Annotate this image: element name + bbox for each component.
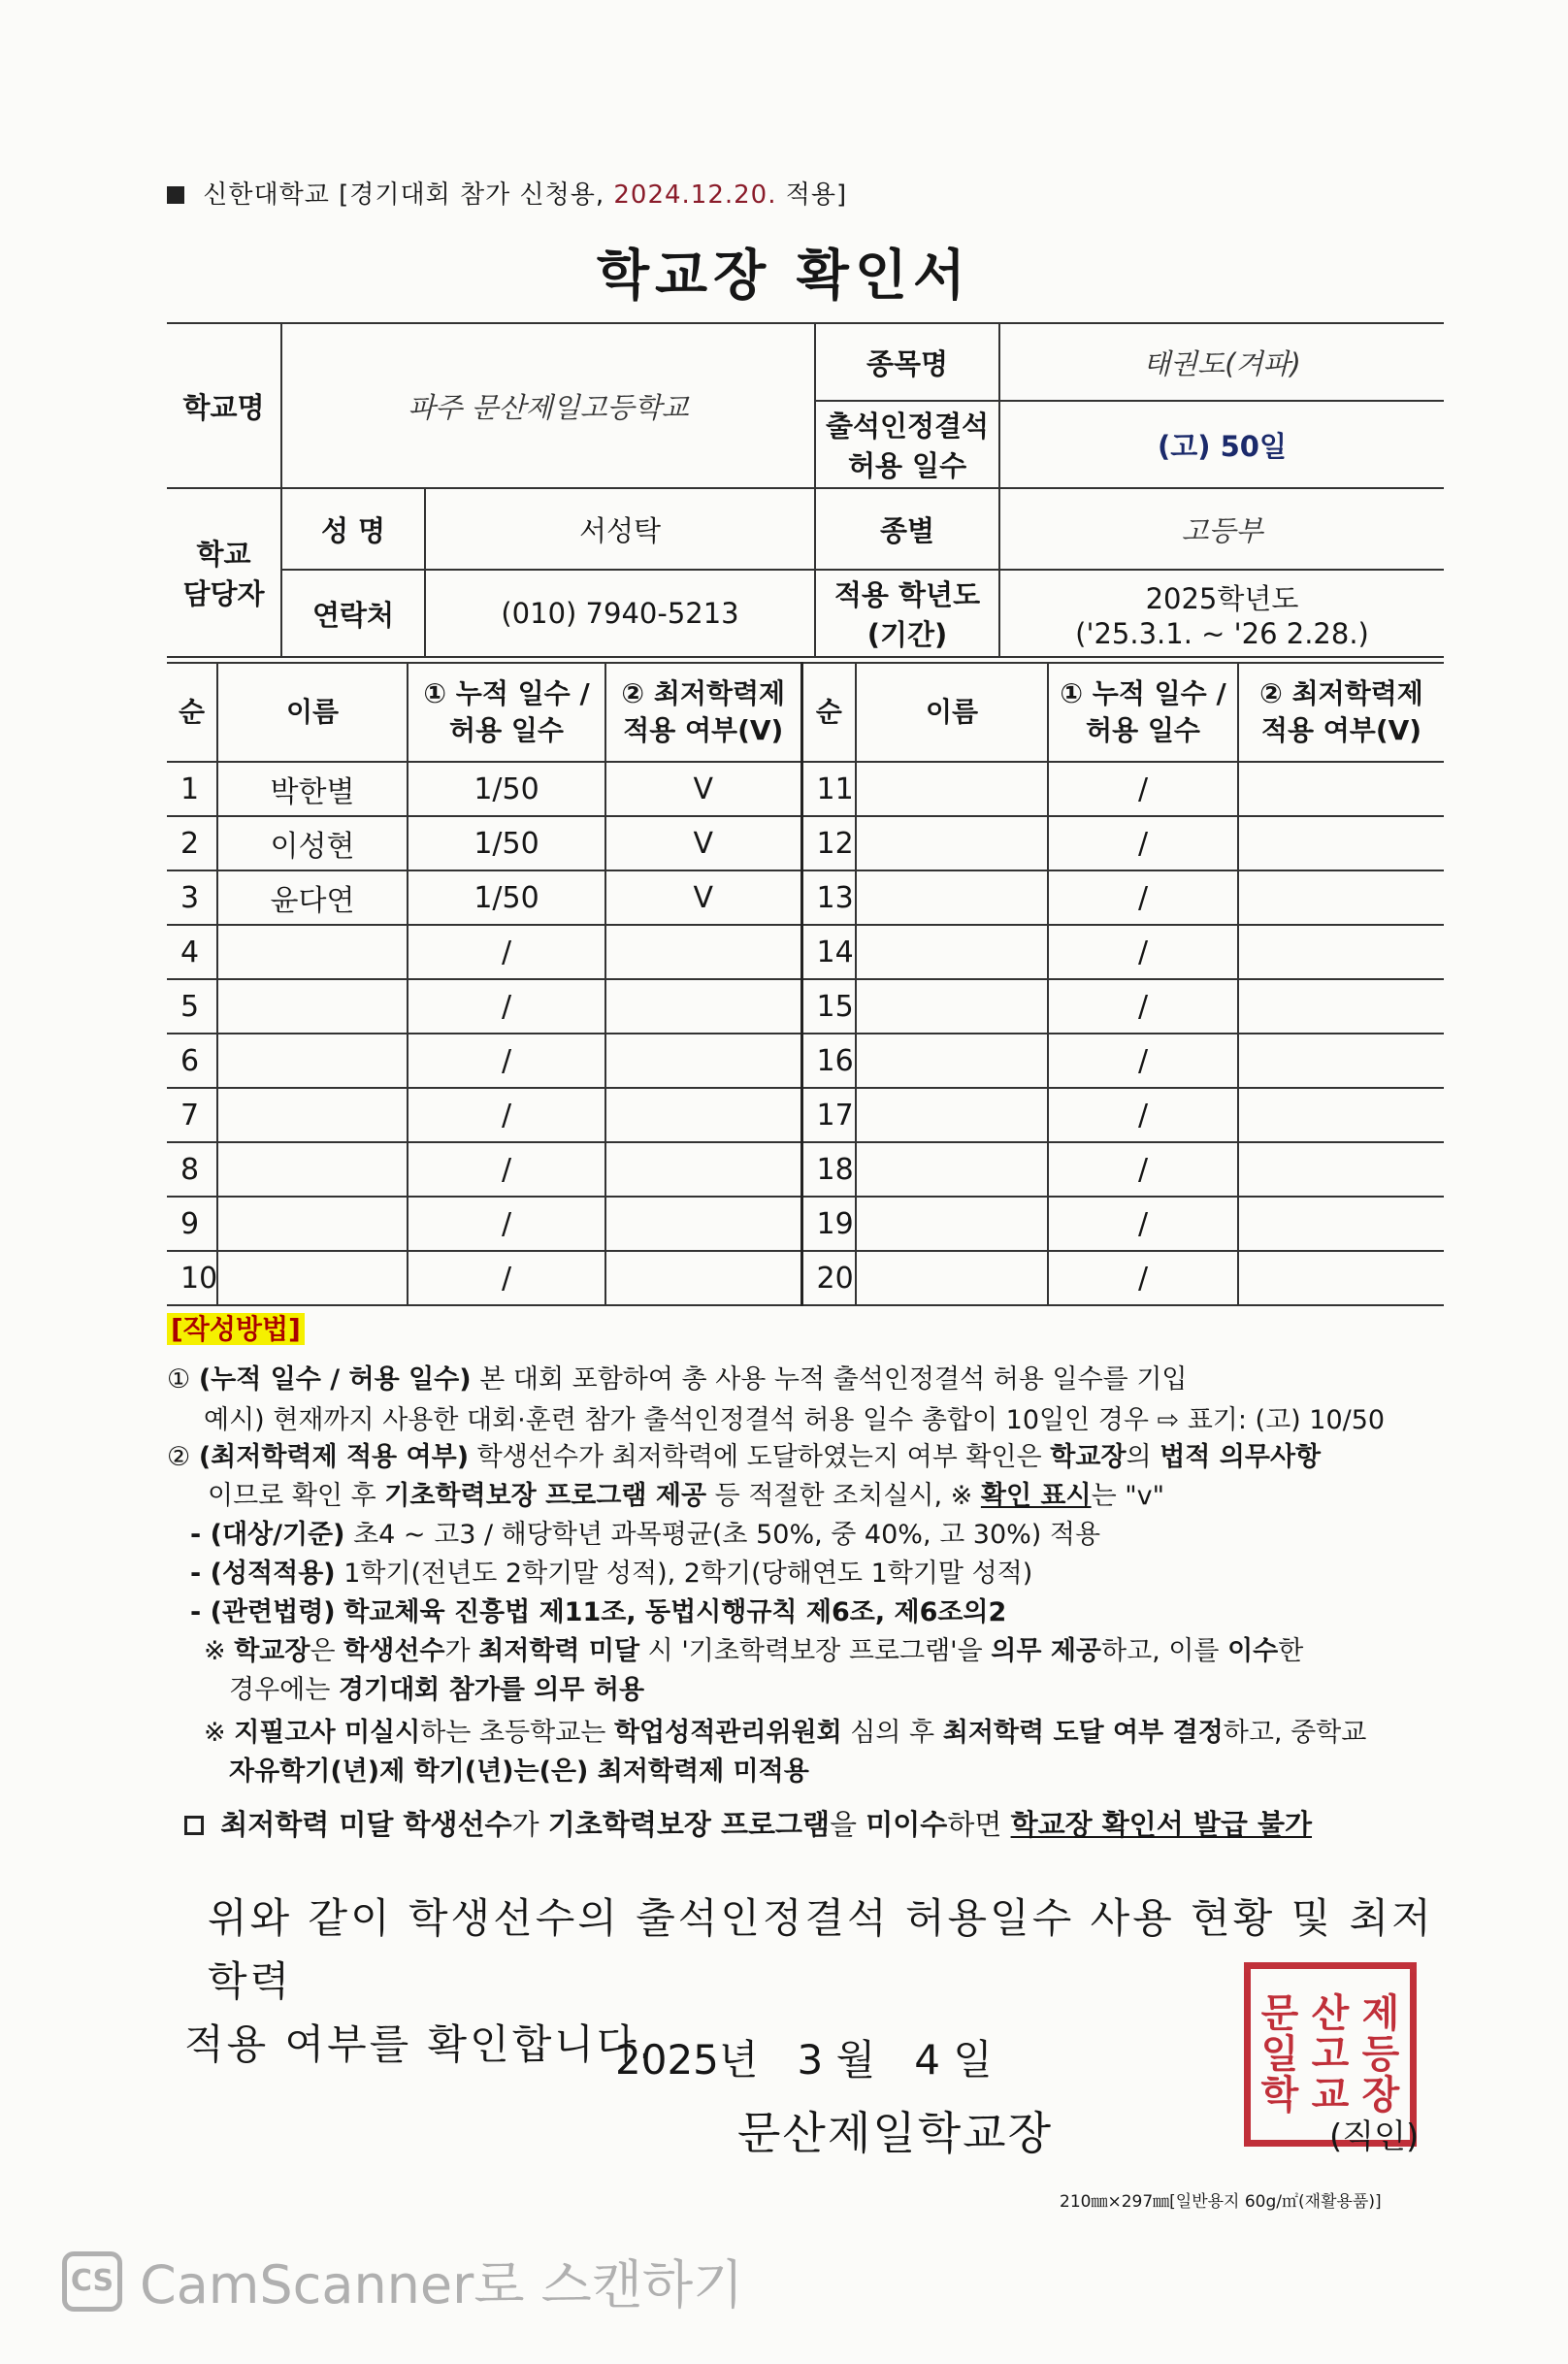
phone-label: 연락처 <box>281 570 425 657</box>
cell-check <box>605 925 801 979</box>
allowed-days-label <box>815 401 999 488</box>
table-row <box>167 979 1444 1034</box>
instr-bold-8a: 학교장 <box>234 1636 310 1666</box>
cell-check-2 <box>1238 870 1444 925</box>
cell-check <box>605 1088 801 1142</box>
cell-no: 7 <box>167 1088 217 1142</box>
page-title: 학교장 확인서 <box>596 245 972 308</box>
cell-check <box>605 1251 801 1305</box>
name-label: 성 명 <box>281 488 425 570</box>
instr-bold-3c: 법적 의무사항 <box>1160 1442 1322 1472</box>
cell-name-2 <box>856 979 1048 1034</box>
cell-name-2 <box>856 1088 1048 1142</box>
instr-bold-10b: 학업성적관리위원회 <box>613 1718 842 1748</box>
cell-check-2 <box>1238 1034 1444 1088</box>
instr-underline-4: 확인 표시 <box>980 1481 1092 1511</box>
instruction-line-4 <box>208 1479 1498 1513</box>
seal-char: 일 <box>1260 2032 1299 2077</box>
instruction-line-11 <box>229 1755 1519 1789</box>
instr-text-12c: 하면 <box>947 1808 1002 1841</box>
instr-bold-7: - (관련법령) <box>190 1597 336 1627</box>
cell-no: 1 <box>167 762 217 816</box>
cell-name <box>217 1088 408 1142</box>
cell-no-2: 20 <box>801 1251 856 1305</box>
allowed-days-value: (고) 50일 <box>999 401 1444 488</box>
instr-text-1: 본 대회 포함하여 총 사용 누적 출석인정결석 허용 일수를 기입 <box>479 1364 1188 1395</box>
instr-text-12a: 가 <box>511 1808 539 1841</box>
cell-days: / <box>408 1088 605 1142</box>
header-date: 2024.12.20. <box>613 181 777 210</box>
year-value <box>999 570 1444 657</box>
school-value: 파주 문산제일고등학교 <box>281 323 815 488</box>
cell-days-2: / <box>1048 1142 1238 1197</box>
cell-check-2 <box>1238 1142 1444 1197</box>
contact-label-line2: 담당자 <box>182 577 265 610</box>
col-min-header-2-line2: 적용 여부(V) <box>1260 714 1422 746</box>
school-label: 학교명 <box>167 323 281 488</box>
seal-char: 등 <box>1361 2032 1400 2077</box>
instr-bold-9: 경기대회 참가를 의무 허용 <box>338 1675 645 1705</box>
instr-text-4a: 이므로 확인 후 <box>208 1481 376 1511</box>
col-days-header-2-line2: 허용 일수 <box>1086 714 1200 746</box>
instr-text-10a: ※ <box>204 1718 226 1748</box>
col-min-header-line1: ② 최저학력제 <box>621 677 786 710</box>
instr-num-1: ① <box>167 1364 191 1395</box>
cell-check <box>605 979 801 1034</box>
cell-name-2 <box>856 762 1048 816</box>
info-table <box>167 322 1444 658</box>
cell-days: / <box>408 1251 605 1305</box>
closing-line-1: 위와 같이 학생선수의 출석인정결석 허용일수 사용 현황 및 최저학력 <box>208 1894 1434 2006</box>
instr-text-10c: 심의 후 <box>850 1718 935 1748</box>
cell-name-2 <box>856 1034 1048 1088</box>
instr-bold-12a: 최저학력 미달 학생선수 <box>220 1808 512 1841</box>
table-row <box>167 1251 1444 1305</box>
col-min-header-2 <box>1238 663 1444 762</box>
instr-text-10d: 하고, 중학교 <box>1223 1718 1367 1748</box>
contact-label <box>167 488 281 657</box>
instr-text-8a: ※ <box>204 1636 226 1666</box>
seal-char: 고 <box>1311 2032 1350 2077</box>
instr-text-3: 학생선수가 최저학력에 도달하였는지 여부 확인은 <box>476 1442 1042 1472</box>
col-min-header <box>605 663 801 762</box>
cell-name <box>217 1034 408 1088</box>
instr-text-8f: 한 <box>1278 1636 1304 1666</box>
instr-bold-8e: 이수 <box>1227 1636 1279 1666</box>
cell-days-2: / <box>1048 1251 1238 1305</box>
square-bullet-icon <box>167 186 184 204</box>
cell-check <box>605 1197 801 1251</box>
cell-days-2: / <box>1048 1088 1238 1142</box>
instr-bold-4: 기초학력보장 프로그램 제공 <box>384 1481 707 1511</box>
instr-bold-8d: 의무 제공 <box>991 1636 1101 1666</box>
cell-no: 5 <box>167 979 217 1034</box>
cell-no-2: 13 <box>801 870 856 925</box>
box-bullet-icon <box>184 1816 204 1835</box>
seal-suffix: (직인) <box>1329 2118 1420 2156</box>
instr-bold-5: - (대상/기준) <box>190 1520 345 1550</box>
header-prefix: 신한대학교 [경기대회 참가 신청용, <box>203 181 605 210</box>
instr-text-7: 학교체육 진흥법 제11조, 동법시행규칙 제6조, 제6조의2 <box>343 1597 1007 1627</box>
col-days-header-line1: ① 누적 일수 / <box>423 677 590 710</box>
seal-char: 장 <box>1361 2073 1400 2118</box>
header-suffix: 적용] <box>785 181 848 210</box>
cell-no-2: 18 <box>801 1142 856 1197</box>
col-days-header-line2: 허용 일수 <box>449 714 564 746</box>
table-row <box>167 925 1444 979</box>
instr-text-3b: 의 <box>1126 1442 1152 1472</box>
cell-no-2: 17 <box>801 1088 856 1142</box>
camscanner-text: CamScanner로 스캔하기 <box>140 2254 744 2315</box>
instr-bold-10a: 지필고사 미실시 <box>234 1718 421 1748</box>
instr-bold-12c: 미이수 <box>866 1808 948 1841</box>
table-row <box>167 816 1444 870</box>
event-label: 종목명 <box>815 323 999 401</box>
cell-no-2: 12 <box>801 816 856 870</box>
instr-text-4c: 는 "v" <box>1091 1481 1165 1511</box>
cell-name <box>217 925 408 979</box>
signature-date: 2025년 3 월 4 일 <box>615 2036 993 2084</box>
cell-no-2: 11 <box>801 762 856 816</box>
cell-name-2 <box>856 1142 1048 1197</box>
instr-bold-11: 자유학기(년)제 학기(년)는(은) 최저학력제 미적용 <box>229 1757 809 1787</box>
cell-name: 윤다연 <box>217 870 408 925</box>
cell-no-2: 15 <box>801 979 856 1034</box>
table-row <box>167 1034 1444 1088</box>
cell-days: / <box>408 1142 605 1197</box>
table-header-row <box>167 663 1444 762</box>
cell-name <box>217 979 408 1034</box>
col-days-header <box>408 663 605 762</box>
seal-char: 학 <box>1260 2073 1299 2118</box>
instr-bold-3b: 학교장 <box>1050 1442 1127 1472</box>
instr-bold-8c: 최저학력 미달 <box>478 1636 640 1666</box>
cell-no-2: 14 <box>801 925 856 979</box>
contact-label-line1: 학교 <box>196 538 251 571</box>
division-label: 종별 <box>815 488 999 570</box>
instruction-line-9 <box>229 1673 1519 1707</box>
table-row <box>167 762 1444 816</box>
cell-no: 10 <box>167 1251 217 1305</box>
year-value-line1: 2025학년도 <box>1145 581 1299 615</box>
cell-no-2: 16 <box>801 1034 856 1088</box>
cell-check <box>605 1034 801 1088</box>
instr-underline-12: 학교장 확인서 발급 불가 <box>1010 1808 1313 1841</box>
cell-check-2 <box>1238 925 1444 979</box>
cell-no: 3 <box>167 870 217 925</box>
cell-name-2 <box>856 870 1048 925</box>
instr-text-12b: 을 <box>830 1808 858 1841</box>
year-label <box>815 570 999 657</box>
col-days-header-2-line1: ① 누적 일수 / <box>1060 677 1226 710</box>
allowed-days-label-line2: 허용 일수 <box>847 449 967 482</box>
col-name-header: 이름 <box>217 663 408 762</box>
col-name-header-2: 이름 <box>856 663 1048 762</box>
cell-check-2 <box>1238 979 1444 1034</box>
seal-char: 산 <box>1311 1991 1350 2036</box>
instruction-line-6 <box>190 1557 1481 1591</box>
cell-days-2: / <box>1048 870 1238 925</box>
event-value: 태권도(겨파) <box>999 323 1444 401</box>
cell-name: 이성현 <box>217 816 408 870</box>
cell-name <box>217 1142 408 1197</box>
cell-no: 2 <box>167 816 217 870</box>
instruction-line-12 <box>184 1807 1475 1844</box>
cell-days: 1/50 <box>408 762 605 816</box>
instr-text-10b: 하는 초등학교는 <box>420 1718 606 1748</box>
cell-no: 9 <box>167 1197 217 1251</box>
instr-bold-1: (누적 일수 / 허용 일수) <box>198 1364 472 1395</box>
cell-name <box>217 1251 408 1305</box>
col-min-header-line2: 적용 여부(V) <box>623 714 784 746</box>
students-table <box>167 662 1444 1306</box>
cell-check: V <box>605 816 801 870</box>
instruction-line-1 <box>167 1363 1457 1396</box>
instr-text-8d: 시 '기초학력보장 프로그램'을 <box>647 1636 983 1666</box>
cell-days-2: / <box>1048 816 1238 870</box>
instruction-line-7 <box>190 1595 1481 1629</box>
instr-num-3: ② <box>167 1442 191 1472</box>
cell-no: 8 <box>167 1142 217 1197</box>
instr-text-9: 경우에는 <box>229 1675 331 1705</box>
instructions-heading-text: [작성방법] <box>167 1313 305 1345</box>
instr-bold-6: - (성적적용) <box>190 1559 336 1589</box>
seal-char: 제 <box>1361 1991 1400 2036</box>
cell-check-2 <box>1238 762 1444 816</box>
instructions-heading <box>167 1312 1457 1347</box>
cell-days-2: / <box>1048 1034 1238 1088</box>
principal-name: 문산제일학교장 <box>737 2107 1054 2159</box>
cell-no-2: 19 <box>801 1197 856 1251</box>
closing-line-2: 적용 여부를 확인합니다. <box>184 2020 655 2069</box>
col-min-header-2-line1: ② 최저학력제 <box>1259 677 1423 710</box>
seal-char: 문 <box>1260 1991 1299 2036</box>
cell-name-2 <box>856 1197 1048 1251</box>
instr-text-6: 1학기(전년도 2학기말 성적), 2학기(당해연도 1학기말 성적) <box>343 1559 1033 1589</box>
cell-days-2: / <box>1048 762 1238 816</box>
cell-check <box>605 1142 801 1197</box>
instr-bold-3: (최저학력제 적용 여부) <box>198 1442 470 1472</box>
cell-check: V <box>605 762 801 816</box>
year-label-line1: 적용 학년도 <box>833 578 981 611</box>
year-value-line2: ('25.3.1. ~ '26 2.28.) <box>1075 616 1369 650</box>
col-no-header: 순 <box>167 663 217 762</box>
table-row <box>167 1142 1444 1197</box>
cell-name-2 <box>856 925 1048 979</box>
table-row <box>167 1197 1444 1251</box>
header-line <box>167 175 847 211</box>
instr-text-8c: 가 <box>444 1636 471 1666</box>
cell-days-2: / <box>1048 979 1238 1034</box>
phone-value: (010) 7940-5213 <box>425 570 815 657</box>
instr-bold-8b: 학생선수 <box>343 1636 445 1666</box>
instr-text-5: 초4 ~ 고3 / 해당학년 과목평균(초 50%, 중 40%, 고 30%) 적용 <box>353 1520 1101 1550</box>
instruction-line-10 <box>204 1716 1455 1750</box>
cell-check-2 <box>1238 816 1444 870</box>
cell-name: 박한별 <box>217 762 408 816</box>
cell-name-2 <box>856 816 1048 870</box>
cell-check-2 <box>1238 1251 1444 1305</box>
cell-days: / <box>408 1034 605 1088</box>
camscanner-logo-icon: CS <box>62 2251 122 2312</box>
paper-spec: 210㎜×297㎜[일반용지 60g/㎡(재활용품)] <box>1060 2192 1382 2212</box>
instr-bold-10c: 최저학력 도달 여부 결정 <box>942 1718 1224 1748</box>
division-value: 고등부 <box>999 488 1444 570</box>
instruction-line-3 <box>167 1440 1457 1474</box>
year-label-line2: (기간) <box>866 618 948 651</box>
cell-check: V <box>605 870 801 925</box>
col-days-header-2 <box>1048 663 1238 762</box>
table-row <box>167 870 1444 925</box>
cell-name-2 <box>856 1251 1048 1305</box>
instr-text-4b: 등 적절한 조치실시, ※ <box>714 1481 973 1511</box>
camscanner-watermark <box>62 2244 743 2318</box>
cell-no: 6 <box>167 1034 217 1088</box>
name-value: 서성탁 <box>425 488 815 570</box>
cell-check-2 <box>1238 1088 1444 1142</box>
cell-days: 1/50 <box>408 816 605 870</box>
cell-days: / <box>408 1197 605 1251</box>
instruction-line-5 <box>190 1518 1481 1552</box>
cell-days-2: / <box>1048 925 1238 979</box>
table-row <box>167 1088 1444 1142</box>
cell-check-2 <box>1238 1197 1444 1251</box>
instr-text-8b: 은 <box>310 1636 336 1666</box>
instr-text-8e: 하고, 이를 <box>1101 1636 1220 1666</box>
instruction-line-8 <box>204 1634 1455 1668</box>
allowed-days-label-line1: 출석인정결석 <box>825 410 990 443</box>
instruction-line-2: 예시) 현재까지 사용한 대회·훈련 참가 출석인정결석 허용 일수 총합이 10일인 경우 ⇨ 표기: (고) 10/50 <box>204 1405 1386 1435</box>
seal-char: 교 <box>1311 2073 1350 2118</box>
cell-name <box>217 1197 408 1251</box>
cell-days-2: / <box>1048 1197 1238 1251</box>
cell-days: / <box>408 979 605 1034</box>
cell-no: 4 <box>167 925 217 979</box>
cell-days: 1/50 <box>408 870 605 925</box>
col-no-header-2: 순 <box>801 663 856 762</box>
instr-bold-12b: 기초학력보장 프로그램 <box>547 1808 831 1841</box>
cell-days: / <box>408 925 605 979</box>
